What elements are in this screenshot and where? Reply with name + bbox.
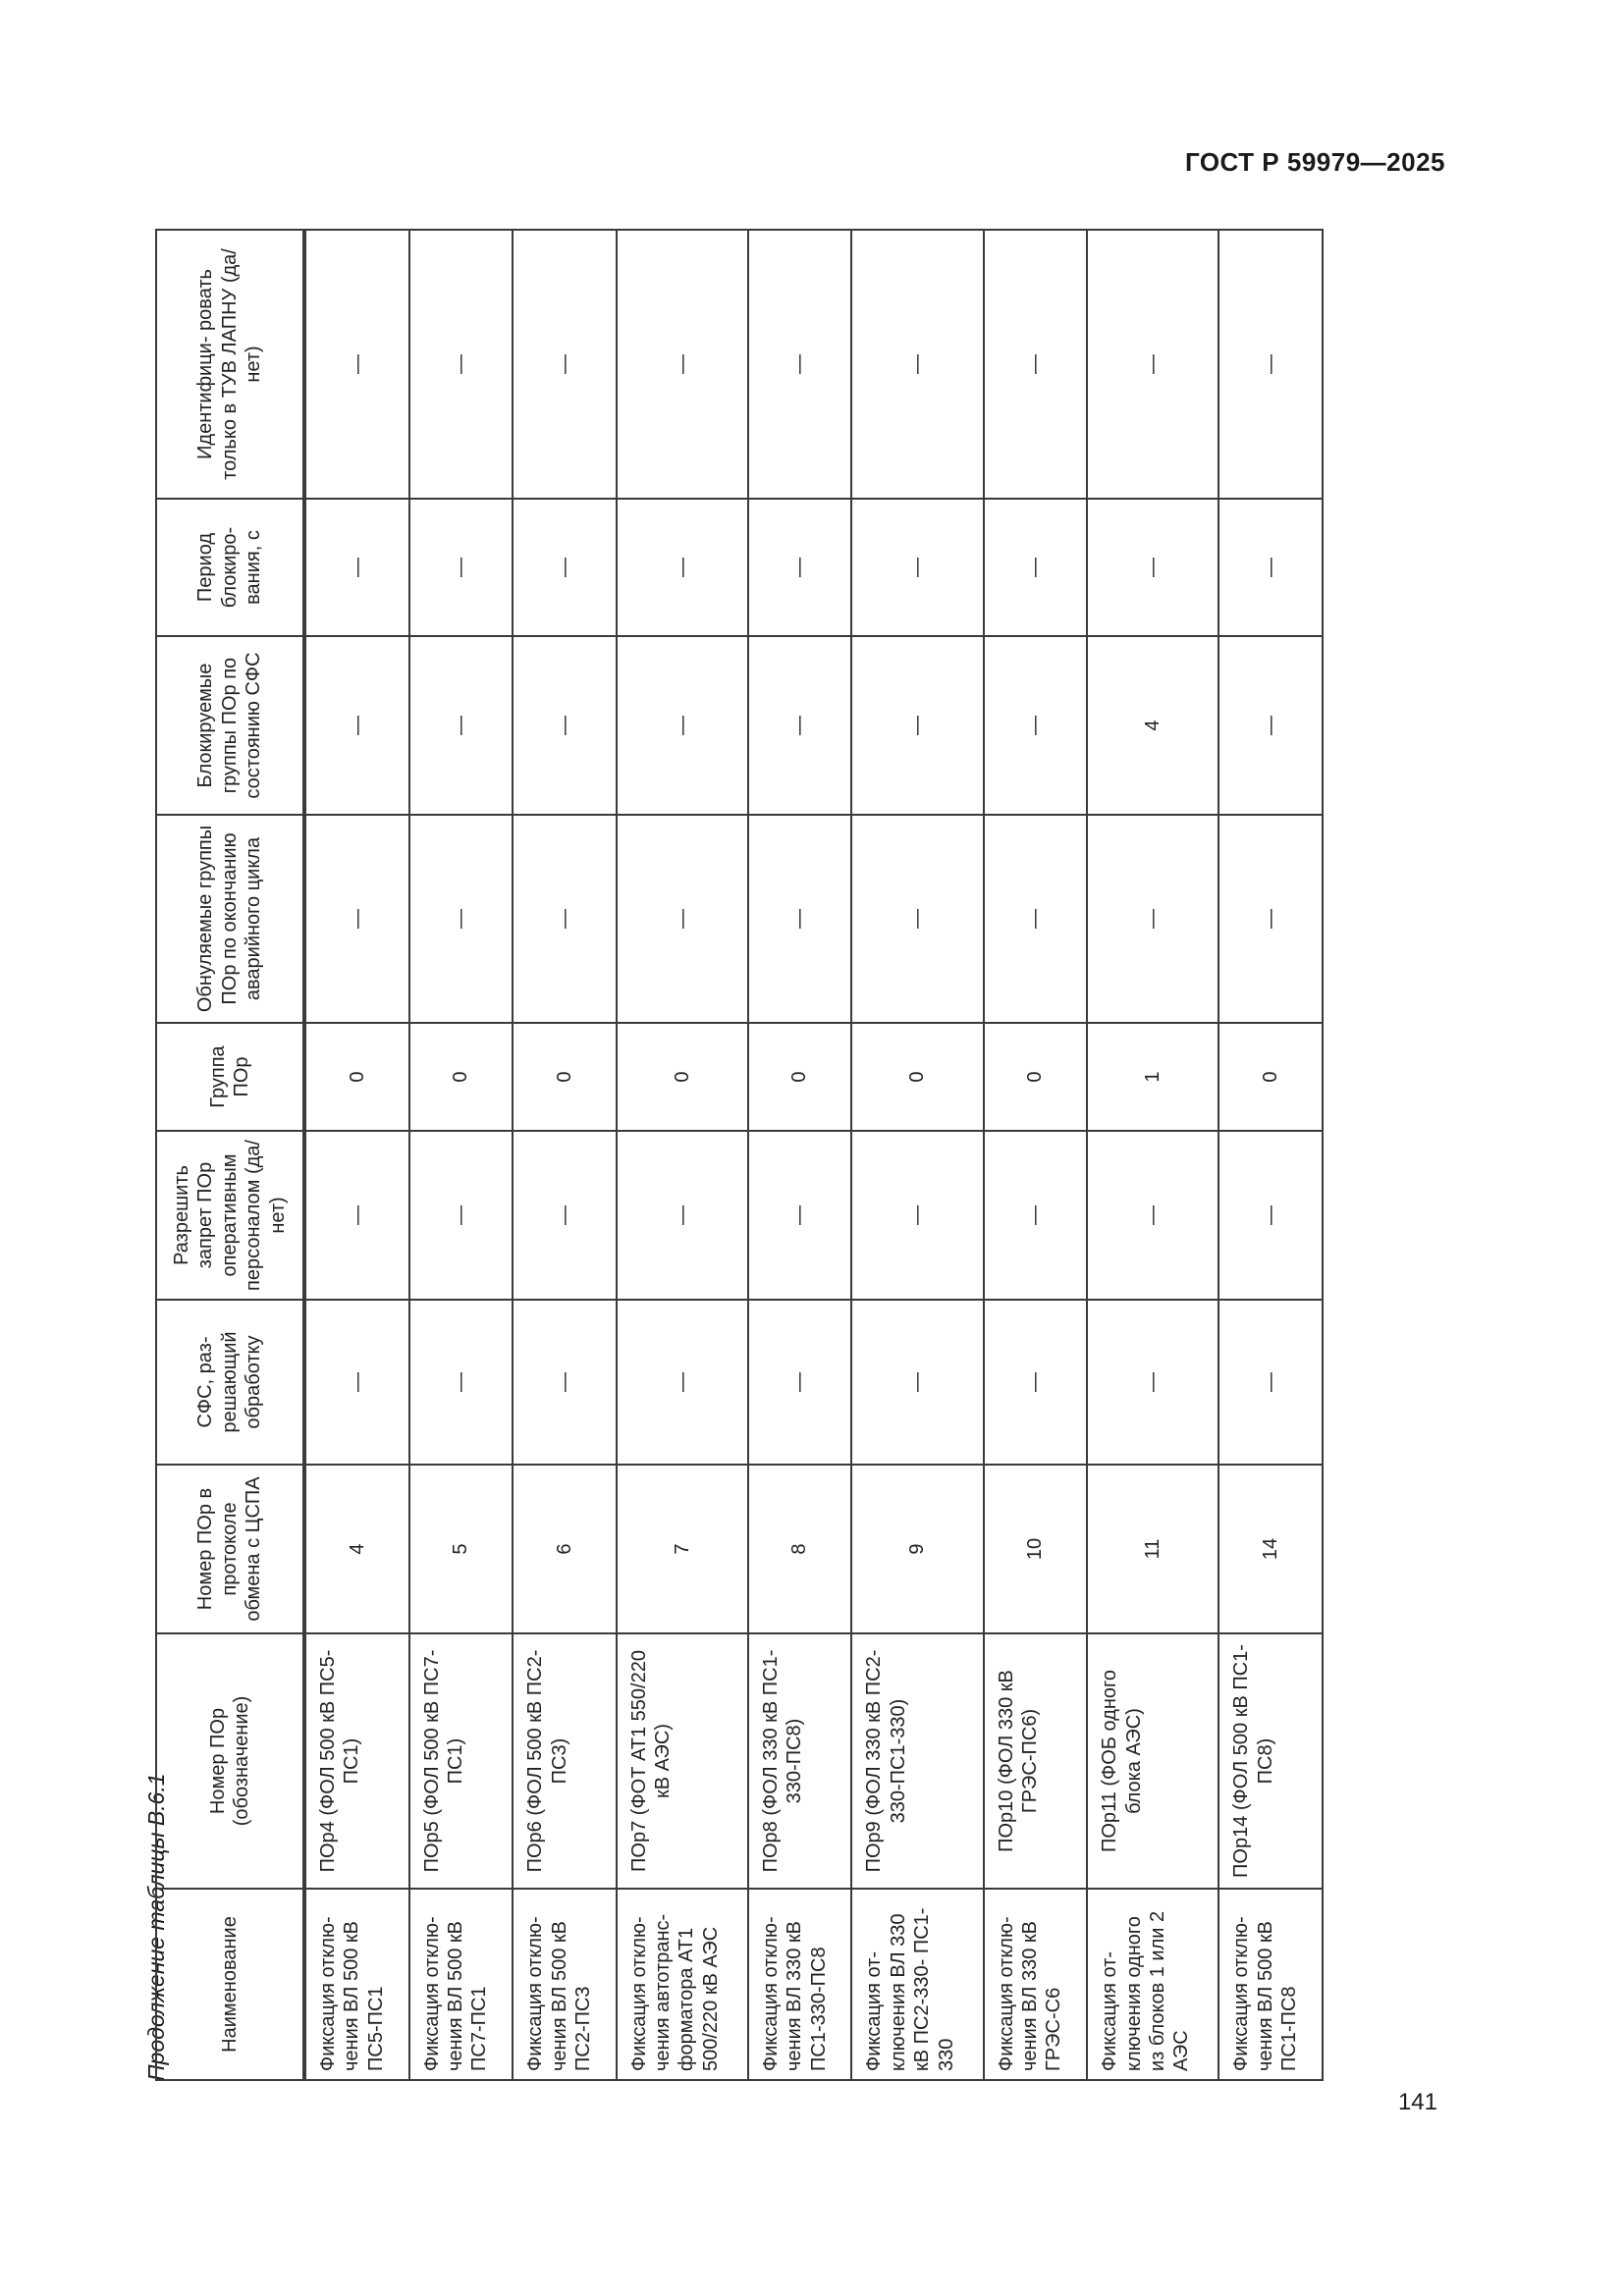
- col-header-por-number: Номер ПОр (обозначение): [156, 1633, 304, 1889]
- table-cell: —: [1218, 499, 1323, 636]
- table-cell: —: [984, 499, 1087, 636]
- col-header-protocol-number: Номер ПОр в протоколе обмена с ЦСПА: [156, 1465, 304, 1633]
- table-cell: Фиксация отклю- чения автотранс- форматора АТ1 500/220 кВ АЭС: [617, 1889, 748, 2080]
- table-cell: 0: [851, 1023, 983, 1131]
- table-cell: 0: [984, 1023, 1087, 1131]
- col-header-name: Наименование: [156, 1889, 304, 2080]
- table-cell: —: [409, 815, 513, 1023]
- table-cell: ПОр6 (ФОЛ 500 кВ ПС2-ПС3): [513, 1633, 616, 1889]
- table-cell: —: [748, 815, 851, 1023]
- table-cell: Фиксация от- ключения ВЛ 330 кВ ПС2-330- ПС1-330: [851, 1889, 983, 2080]
- table-cell: —: [513, 499, 616, 636]
- table-cell: —: [984, 1131, 1087, 1300]
- table-cell: —: [1087, 1131, 1218, 1300]
- table-cell: 1: [1087, 1023, 1218, 1131]
- table-cell: 4: [1087, 636, 1218, 815]
- table-cell: —: [1218, 636, 1323, 815]
- table-body: [304, 230, 1323, 2080]
- table-cell: ПОр8 (ФОЛ 330 кВ ПС1-330-ПС8): [748, 1633, 851, 1889]
- table-header: [156, 230, 304, 2080]
- table-caption: Продолжение таблицы В.6.1: [143, 1773, 169, 2081]
- table-row: [984, 230, 1087, 2080]
- table-cell: —: [513, 636, 616, 815]
- table-cell: —: [1087, 1300, 1218, 1465]
- table-cell: —: [304, 1131, 409, 1300]
- col-header-allow-ban: Разрешить запрет ПОр оперативным персоналом (да/нет): [156, 1131, 304, 1300]
- table-cell: —: [851, 1131, 983, 1300]
- table-cell: —: [1218, 1300, 1323, 1465]
- table-cell: —: [1218, 1131, 1323, 1300]
- table-cell: 0: [617, 1023, 748, 1131]
- table-row: [748, 230, 851, 2080]
- table-cell: —: [304, 636, 409, 815]
- table-cell: —: [513, 230, 616, 499]
- table-row: [851, 230, 983, 2080]
- table-cell: ПОр9 (ФОЛ 330 кВ ПС2-330-ПС1-330): [851, 1633, 983, 1889]
- table-row: [513, 230, 616, 2080]
- table-cell: 5: [409, 1465, 513, 1633]
- table-cell: —: [617, 1300, 748, 1465]
- table-cell: 9: [851, 1465, 983, 1633]
- table-cell: —: [409, 1300, 513, 1465]
- table-cell: —: [748, 1300, 851, 1465]
- table-cell: —: [984, 815, 1087, 1023]
- table-cell: ПОр11 (ФОБ одного блока АЭС): [1087, 1633, 1218, 1889]
- table-cell: —: [409, 1131, 513, 1300]
- rotated-table-container: [155, 231, 1324, 2081]
- table-cell: Фиксация отклю- чения ВЛ 330 кВ ПС1-330-ПС8: [748, 1889, 851, 2080]
- table-cell: —: [748, 1131, 851, 1300]
- table-cell: —: [851, 636, 983, 815]
- col-header-blocked-groups: Блокируемые группы ПОр по состоянию СФС: [156, 636, 304, 815]
- table-row: [1218, 230, 1323, 2080]
- table-cell: —: [748, 636, 851, 815]
- table-cell: —: [984, 230, 1087, 499]
- table-row: [304, 230, 409, 2080]
- table-cell: —: [409, 499, 513, 636]
- table-cell: —: [748, 499, 851, 636]
- table-cell: —: [304, 1300, 409, 1465]
- table-cell: Фиксация отклю- чения ВЛ 500 кВ ПС7-ПС1: [409, 1889, 513, 2080]
- table-cell: —: [513, 1300, 616, 1465]
- table-cell: 0: [748, 1023, 851, 1131]
- table-cell: —: [851, 230, 983, 499]
- col-header-group: Группа ПОр: [156, 1023, 304, 1131]
- table-cell: 14: [1218, 1465, 1323, 1633]
- table-cell: ПОр14 (ФОЛ 500 кВ ПС1-ПС8): [1218, 1633, 1323, 1889]
- table-row: [617, 230, 748, 2080]
- table-cell: —: [617, 499, 748, 636]
- col-header-reset-groups: Обнуляемые группы ПОр по окончанию аварийного цикла: [156, 815, 304, 1023]
- table-cell: 4: [304, 1465, 409, 1633]
- document-code: ГОСТ Р 59979—2025: [1184, 147, 1445, 177]
- table-cell: ПОр5 (ФОЛ 500 кВ ПС7-ПС1): [409, 1633, 513, 1889]
- table-cell: —: [984, 636, 1087, 815]
- table-cell: ПОр10 (ФОЛ 330 кВ ГРЭС-ПС6): [984, 1633, 1087, 1889]
- col-header-identify-only: Идентифици- ровать только в ТУВ ЛАПНУ (да/нет): [156, 230, 304, 499]
- table-cell: —: [617, 636, 748, 815]
- table-cell: —: [1218, 815, 1323, 1023]
- table-cell: —: [1087, 815, 1218, 1023]
- table-cell: —: [304, 499, 409, 636]
- table-cell: 8: [748, 1465, 851, 1633]
- table-cell: —: [617, 815, 748, 1023]
- table-cell: Фиксация от- ключения одного из блоков 1 или 2 АЭС: [1087, 1889, 1218, 2080]
- table-cell: —: [513, 815, 616, 1023]
- table-cell: Фиксация отклю- чения ВЛ 330 кВ ГРЭС-С6: [984, 1889, 1087, 2080]
- col-header-sfs: СФС, раз- решающий обработку: [156, 1300, 304, 1465]
- table-cell: —: [1087, 230, 1218, 499]
- table-cell: —: [304, 815, 409, 1023]
- table-cell: 0: [409, 1023, 513, 1131]
- table-cell: ПОр4 (ФОЛ 500 кВ ПС5-ПС1): [304, 1633, 409, 1889]
- col-header-block-period: Период блокиро- вания, с: [156, 499, 304, 636]
- table-cell: 0: [513, 1023, 616, 1131]
- table-cell: —: [617, 230, 748, 499]
- table-cell: —: [851, 1300, 983, 1465]
- table-cell: 7: [617, 1465, 748, 1633]
- table-cell: 0: [304, 1023, 409, 1131]
- table-cell: ПОр7 (ФОТ АТ1 550/220 кВ АЭС): [617, 1633, 748, 1889]
- table-cell: —: [513, 1131, 616, 1300]
- table-cell: 11: [1087, 1465, 1218, 1633]
- table-cell: —: [409, 230, 513, 499]
- table-cell: —: [617, 1131, 748, 1300]
- data-table: [155, 229, 1324, 2081]
- table-cell: Фиксация отклю- чения ВЛ 500 кВ ПС1-ПС8: [1218, 1889, 1323, 2080]
- table-cell: 0: [1218, 1023, 1323, 1131]
- table-row: [409, 230, 513, 2080]
- page-number: 141: [1397, 2089, 1437, 2115]
- table-cell: —: [851, 815, 983, 1023]
- table-row: [1087, 230, 1218, 2080]
- table-cell: —: [748, 230, 851, 499]
- table-cell: —: [409, 636, 513, 815]
- table-cell: 6: [513, 1465, 616, 1633]
- table-cell: 10: [984, 1465, 1087, 1633]
- table-cell: —: [1218, 230, 1323, 499]
- table-cell: —: [304, 230, 409, 499]
- table-cell: —: [984, 1300, 1087, 1465]
- table-cell: Фиксация отклю- чения ВЛ 500 кВ ПС2-ПС3: [513, 1889, 616, 2080]
- table-cell: Фиксация отклю- чения ВЛ 500 кВ ПС5-ПС1: [304, 1889, 409, 2080]
- header-row: [156, 230, 304, 2080]
- table-cell: —: [851, 499, 983, 636]
- table-cell: —: [1087, 499, 1218, 636]
